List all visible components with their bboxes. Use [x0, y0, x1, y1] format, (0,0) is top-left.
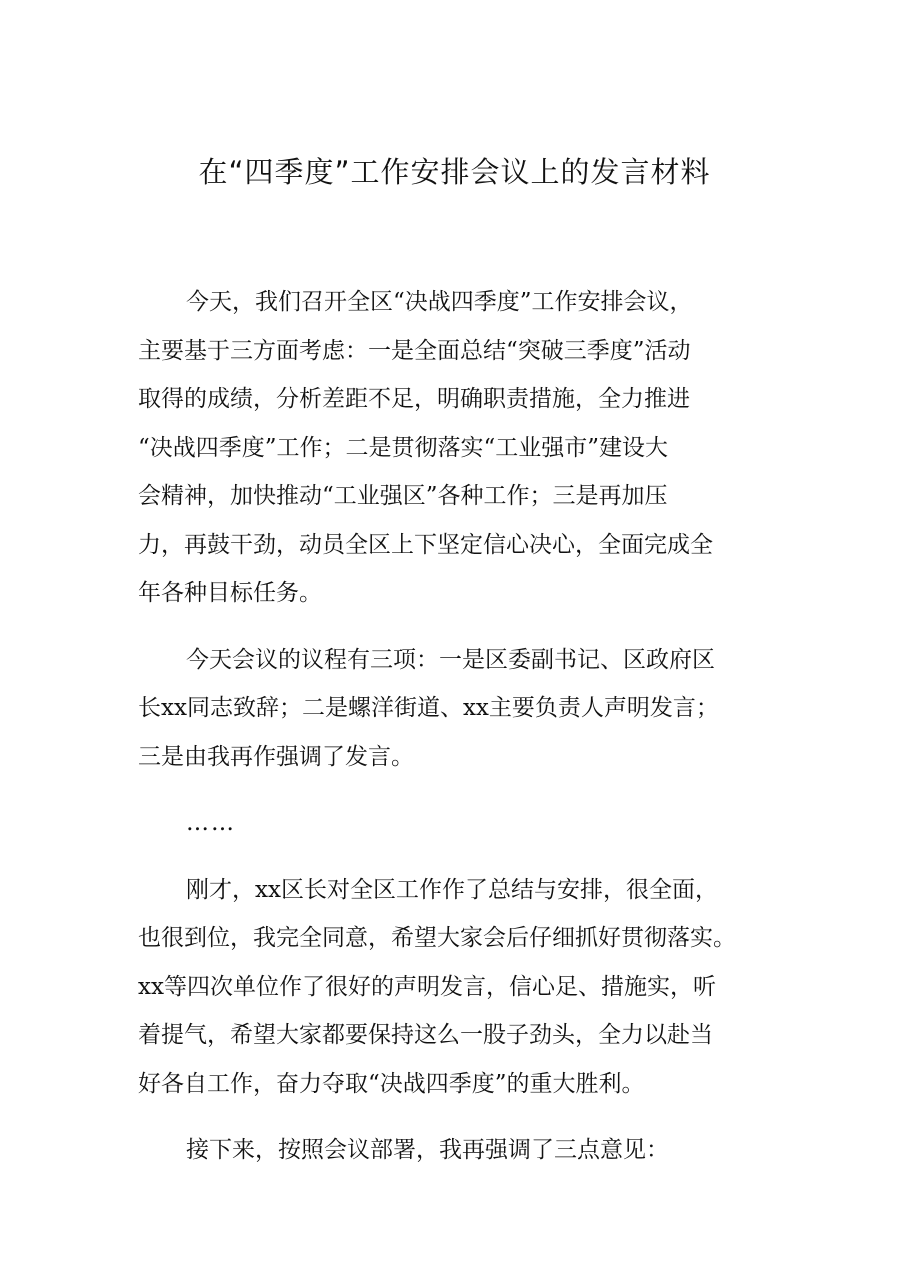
paragraph-line: 也很到位，我完全同意，希望大家会后仔细抓好贯彻落实。 [138, 925, 736, 951]
paragraph-1 [138, 278, 778, 618]
paragraph-line: 三是由我再作强调了发言。 [138, 743, 414, 770]
paragraph-line: 力，再鼓干劲，动员全区上下坚定信心决心，全面完成全 [138, 531, 713, 558]
paragraph-line: 今天会议的议程有三项：一是区委副书记、区政府区 [186, 646, 715, 673]
paragraph-line: xx等四次单位作了很好的声明发言，信心足、措施实，听 [138, 973, 716, 1000]
paragraph-line: 刚才，xx区长对全区工作作了总结与安排，很全面， [186, 876, 718, 903]
paragraph-line: “决战四季度”工作；二是贯彻落实“工业强市”建设大 [138, 434, 669, 461]
paragraph-line: 着提气，希望大家都要保持这么一股子劲头，全力以赴当 [138, 1022, 713, 1048]
paragraph-3 [138, 866, 778, 1109]
paragraph-line: 会精神，加快推动“工业强区”各种工作；三是再加压 [138, 483, 668, 509]
paragraph-line: 主要基于三方面考虑：一是全面总结“突破三季度”活动 [138, 337, 691, 364]
paragraph-line: 好各自工作，奋力夺取“决战四季度”的重大胜利。 [138, 1070, 645, 1097]
document-body [138, 278, 778, 1193]
paragraph-line: 今天，我们召开全区“决战四季度”工作安排会议， [186, 289, 693, 315]
paragraph-2 [138, 636, 778, 782]
ellipsis: …… [186, 810, 236, 836]
document-title: 在“四季度”工作安排会议上的发言材料 [198, 155, 711, 189]
paragraph-4 [138, 1126, 778, 1175]
paragraph-line: 取得的成绩，分析差距不足，明确职责措施，全力推进 [138, 386, 690, 412]
paragraph-line: 年各种目标任务。 [138, 580, 322, 606]
paragraph-line: 接下来，按照会议部署，我再强调了三点意见： [186, 1137, 669, 1163]
paragraph-line: 长xx同志致辞；二是螺洋街道、xx主要负责人声明发言； [138, 695, 719, 721]
